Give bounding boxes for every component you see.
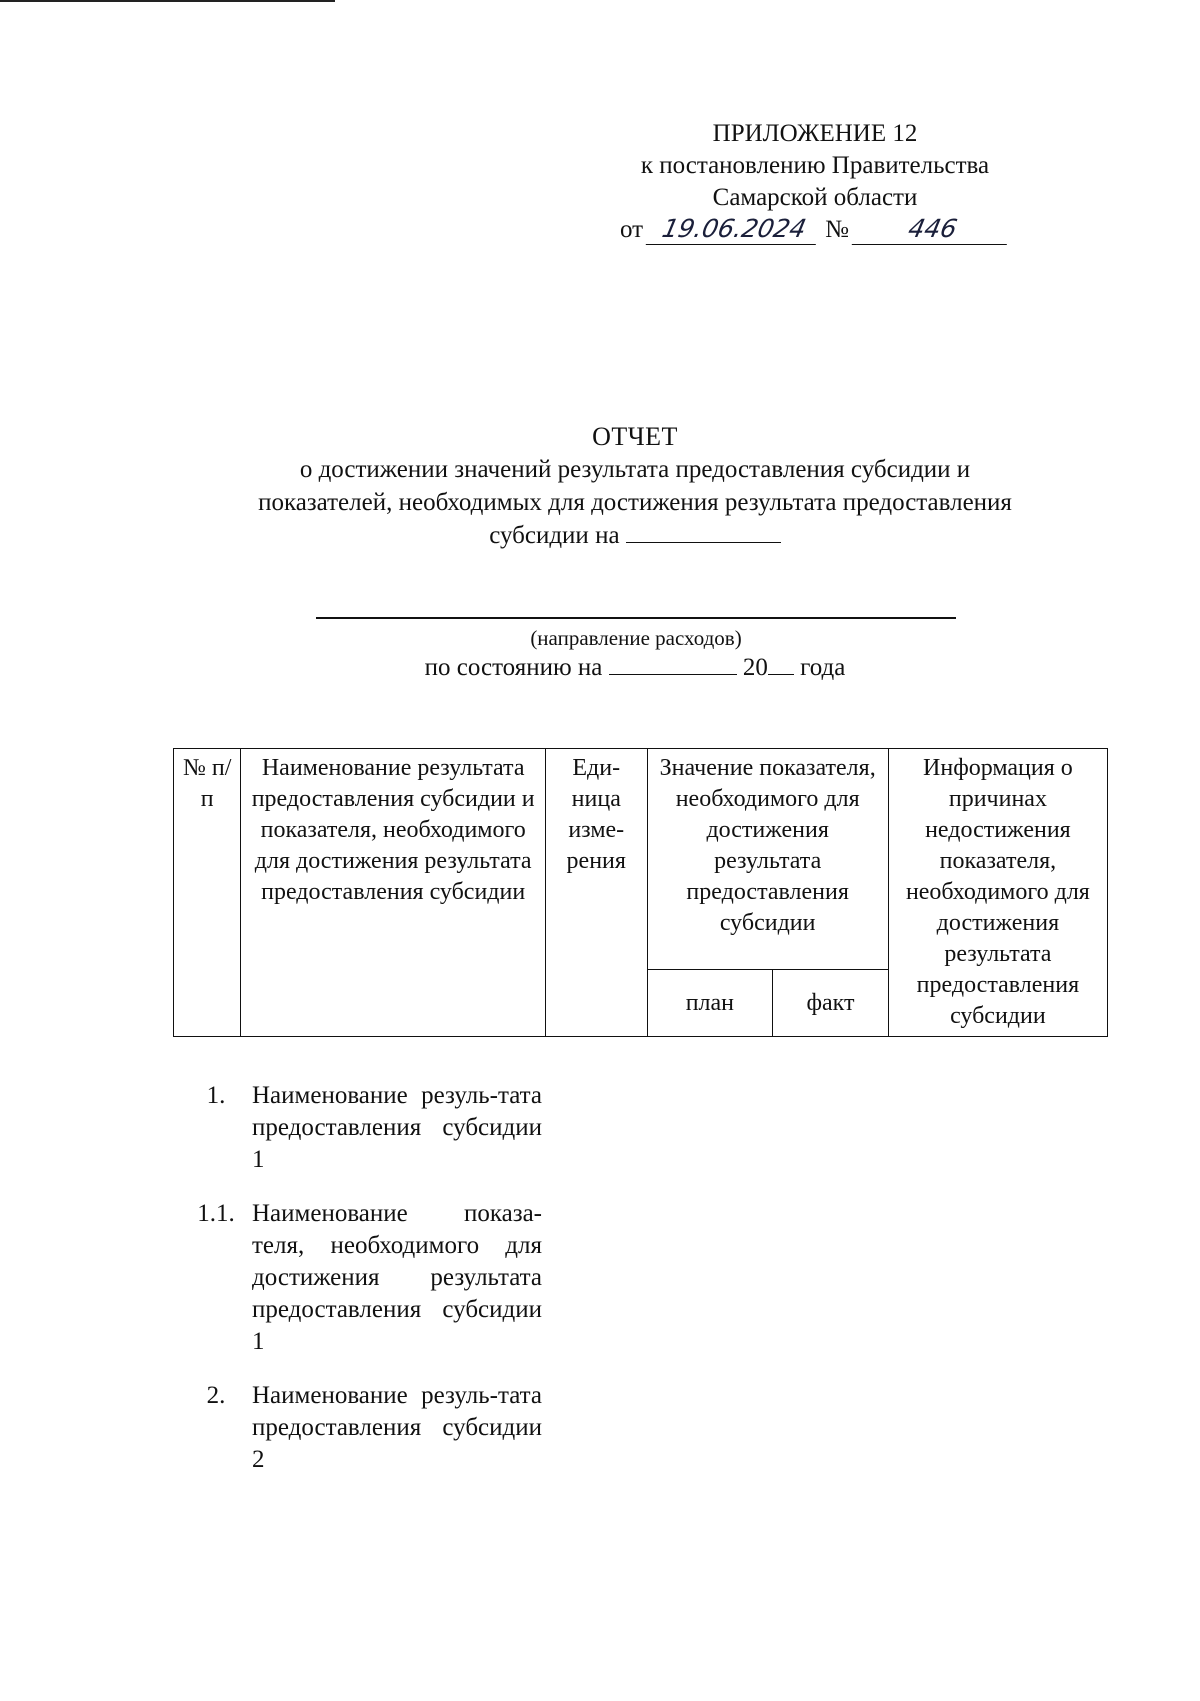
appendix-line-2: Самарской области [712, 184, 918, 211]
page-edge-line [0, 0, 335, 2]
as-of-row [150, 652, 1120, 684]
report-subtitle-3: субсидии на [489, 522, 620, 549]
handwritten-number: 446 [852, 214, 1014, 245]
appendix-line-1: к постановлению Правительства [640, 152, 990, 179]
table-header-row [174, 749, 1108, 970]
item-number: 1. [206, 1082, 226, 1109]
header-value: Значение показателя, необходимого для достижения результата предоставления субсидии [647, 749, 888, 970]
direction-blank-line [316, 617, 956, 619]
item-number: 2. [206, 1382, 226, 1409]
report-table [173, 748, 1108, 1037]
appendix-title: ПРИЛОЖЕНИЕ 12 [712, 120, 918, 147]
year-prefix: 20 [742, 654, 768, 681]
items-list [180, 1080, 560, 1498]
subsidy-year-blank [626, 541, 781, 543]
year-suffix: года [800, 654, 846, 681]
appendix-header [560, 118, 1070, 246]
item-text: Наименование резуль-тата предоставления субсидии 1 [252, 1082, 542, 1173]
from-label: от [620, 216, 644, 243]
item-text: Наименование резуль-тата предоставления субсидии 2 [252, 1382, 542, 1473]
header-plan: план [647, 970, 773, 1037]
header-unit: Еди-ница изме-рения [545, 749, 647, 1037]
list-item [180, 1198, 560, 1358]
header-info: Информация о причинах недостижения показателя, необходимого для достижения результата предоставления субсидии [888, 749, 1107, 1037]
header-number: № п/п [174, 749, 241, 1037]
report-subtitle-2: показателей, необходимых для достижения результата предоставления [258, 489, 1012, 516]
year-blank [768, 673, 794, 675]
list-item [180, 1380, 560, 1476]
report-subtitle-1: о достижении значений результата предоставления субсидии и [299, 456, 971, 483]
item-number: 1.1. [197, 1200, 235, 1227]
handwritten-date: 19.06.2024 [646, 214, 823, 245]
report-title: ОТЧЕТ [592, 422, 678, 451]
list-item [180, 1080, 560, 1176]
direction-caption: (направление расходов) [530, 626, 742, 650]
header-name: Наименование результата предоставления субсидии и показателя, необходимого для достижения результата предоставления субсидии [241, 749, 546, 1037]
report-subtitle-3-row [150, 519, 1120, 552]
item-text: Наименование показа-теля, необходимого для достижения результата предоставления субсидии 1 [252, 1200, 542, 1355]
appendix-date-row [560, 214, 1070, 246]
header-fact: факт [773, 970, 889, 1037]
as-of-date-blank [609, 673, 737, 675]
number-label: № [825, 216, 849, 243]
as-of-label: по состоянию на [424, 654, 603, 681]
report-title-block [150, 420, 1120, 552]
